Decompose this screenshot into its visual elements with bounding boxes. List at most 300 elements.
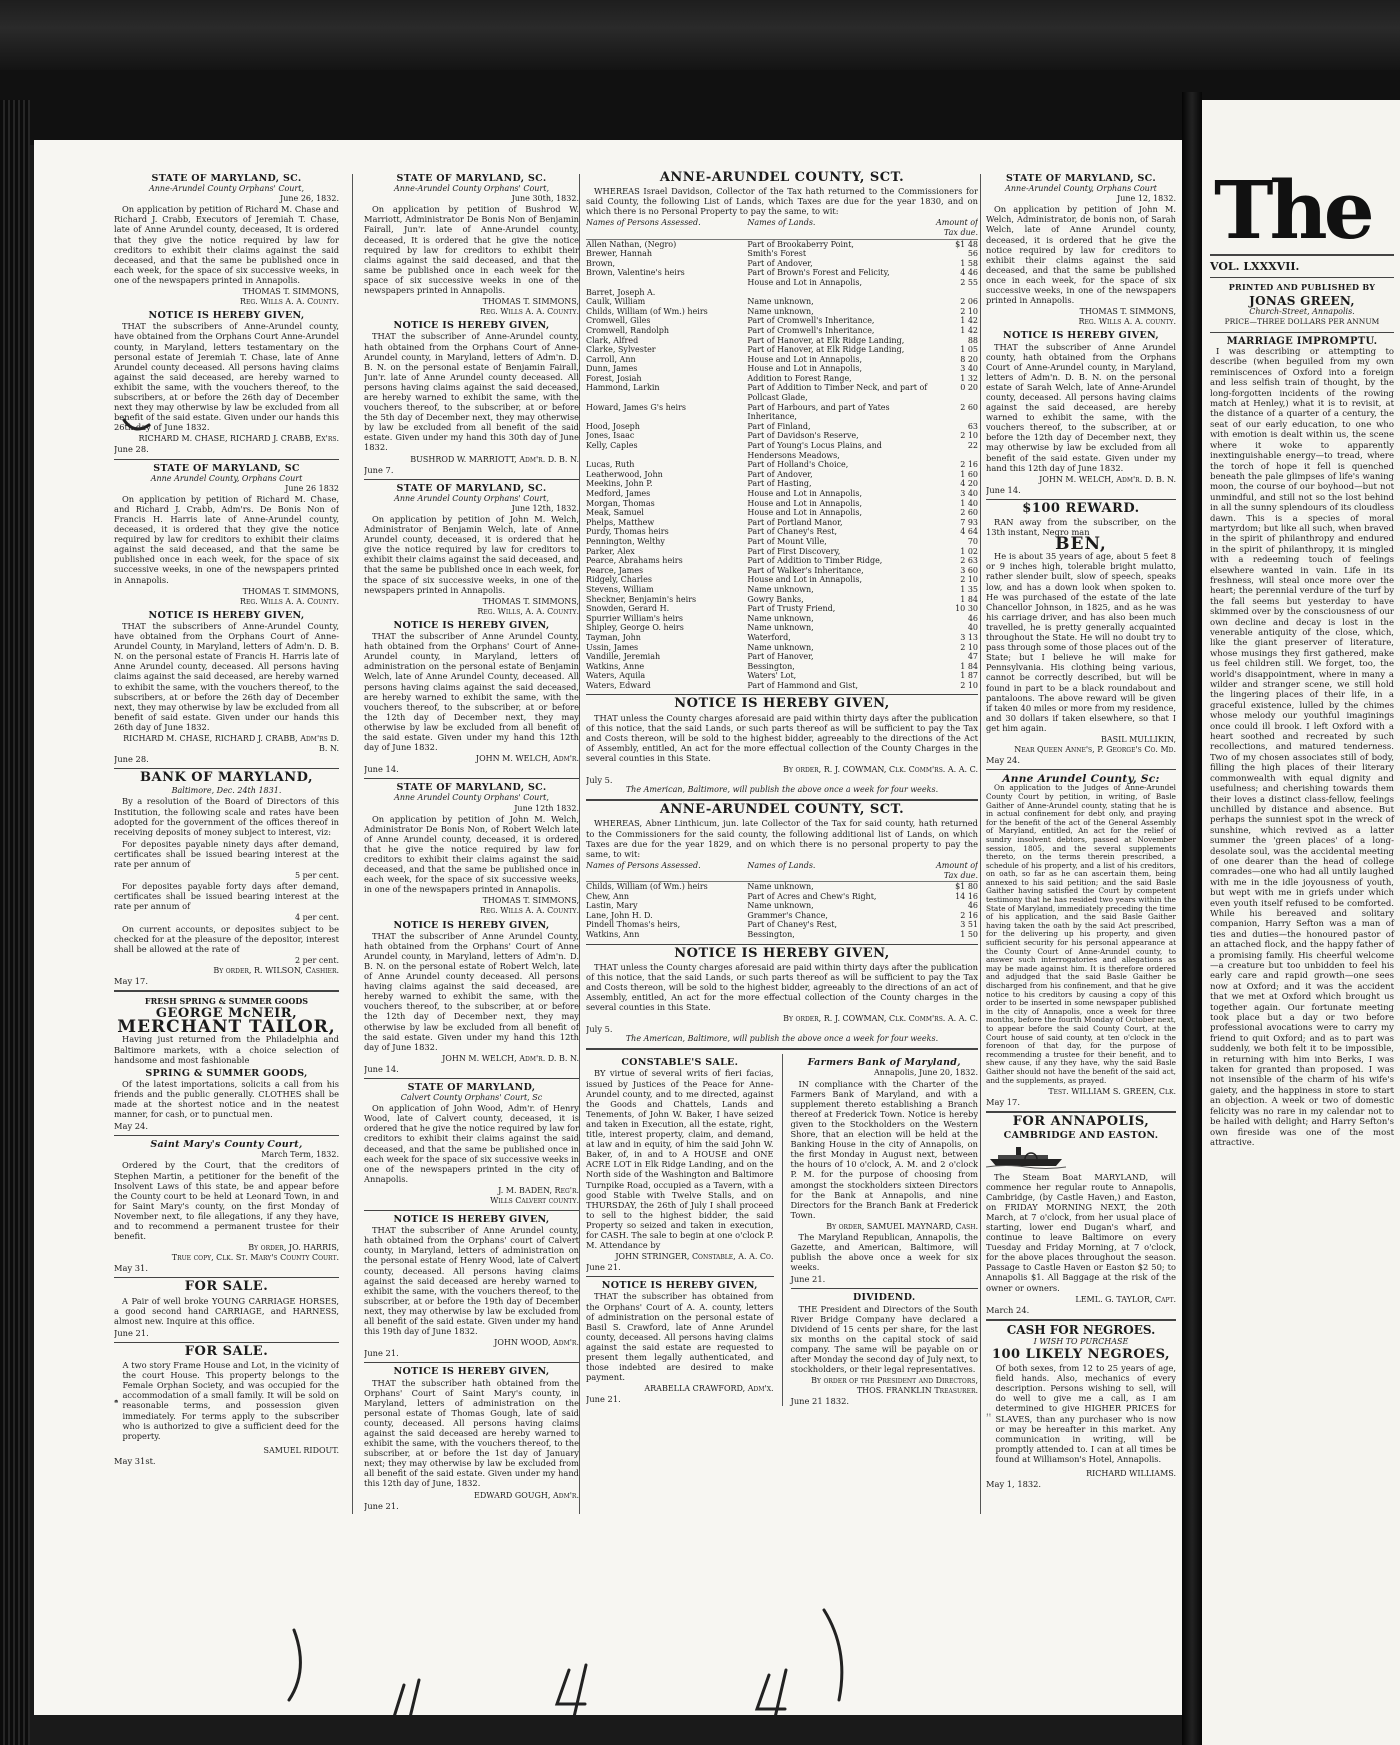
- assessed-name-cell: Waters, Aquila: [586, 671, 646, 681]
- tax-amount-cell: 2 60: [960, 508, 978, 518]
- assessed-name-cell: Jones, Isaac: [586, 431, 635, 441]
- tax-amount-cell: 1 42: [960, 316, 978, 326]
- tax-amount-cell: 3 60: [960, 565, 978, 575]
- divider: [114, 459, 339, 460]
- binding-edge: [0, 100, 30, 1745]
- land-name-cell: House and Lot in Annapolis,: [747, 277, 863, 287]
- signature: By order, R. J. COWMAN, Clk. Comm'rs. A. A. C.: [783, 1014, 978, 1024]
- tax-amount-cell: 8 20: [960, 354, 978, 364]
- tailor-body: Having just returned from the Philadelphia and Baltimore markets, with a choice selection of handsome and most fashionable: [114, 1034, 339, 1065]
- tax-amount-cell: 1 32: [960, 373, 978, 383]
- table-row: [586, 441, 978, 460]
- column-rule: [352, 174, 353, 1514]
- tax-amount-cell: 7 93: [960, 517, 978, 527]
- table-row: [586, 930, 978, 940]
- divider: [986, 499, 1176, 500]
- table-row: [586, 508, 978, 518]
- date-footer: June 21 1832.: [790, 1396, 850, 1407]
- divider: [1210, 332, 1394, 333]
- notice-body: THAT unless the County charges aforesaid are paid within thirty days after the publication of this notice, that the said Lands, or such parts thereof as will be sufficient to pay the Tax and Costs thereon, will be sold to the highest bidder, agreeably to the directions of an act of Assembly, entitled, An act for the more effectual collection of the County charges in the several counties in this State.: [586, 961, 978, 1012]
- heading: NOTICE IS HEREBY GIVEN,: [393, 619, 550, 631]
- signature: By order, JO. HARRIS,: [248, 1243, 339, 1253]
- court-line: Anne-Arundel County, Orphans Court: [1005, 184, 1157, 194]
- tax-amount-cell: 2 16: [960, 460, 978, 470]
- date-footer: June 14.: [364, 1063, 399, 1074]
- land-name-cell: House and Lot in Annapolis,: [747, 489, 863, 498]
- bank-rate: For deposites payable ninety days after demand, certificates shall be issued bearing interest at the rate per annum of: [114, 838, 339, 869]
- steamboat-icon: [986, 1145, 1066, 1169]
- land-name-cell: Part of Young's Locus Plains, and Hendersons Meadows,: [747, 441, 882, 460]
- assessed-name-cell: Snowden, Gerard H.: [586, 604, 670, 614]
- notice-body: THAT the subscriber of Anne Arundel County, hath obtained from the Orphans' Court of Anne-Arundel county, in Maryland, letters of administration on the personal estate of Benjamin Welch, late of Anne Arundel County, deceased. All persons having claims against the said deceased, are hereby warned to exhibit the same, with the vouchers thereof, to the subscriber, at or before the 12th day of December next, they may otherwise by law be excluded from all benefit of the said estate. Given under my hand this 12th day of June 1832.: [364, 631, 579, 753]
- signature: BUSHROD W. MARRIOTT, Adm'r. D. B. N.: [410, 454, 579, 464]
- land-name-cell: Part of Cromwell's Inheritance,: [747, 316, 875, 326]
- tax-amount-cell: 4 46: [960, 268, 978, 278]
- tax-amount-cell: 46: [967, 613, 978, 623]
- land-name-cell: Part of Chaney's Rest,: [747, 920, 838, 930]
- date-footer: June 14.: [364, 764, 399, 775]
- signature-title: Reg. Wills A. A. county.: [1078, 317, 1176, 327]
- table-row: [586, 355, 978, 365]
- tax-amount-cell: 1 02: [960, 546, 978, 556]
- tax-amount-cell: 2 60: [960, 402, 978, 412]
- notice-body: THAT the subscriber of Anne-Arundel county, hath obtained from the Orphans Court of Anne-Arundel county, in Maryland, letters of Adm'n. D. B. N. on the personal estate of Benjamin Fairall, Jun'r. late of Anne Arundel county deceased. All persons having claims against the said deceased, are hereby warned to exhibit the same, with the vouchers thereof, to the subscriber, at or before the 5th day of December next, they may otherwise by law be excluded from all benefit of the said estate. Given under my hand this 30th day of June 1832.: [364, 331, 579, 453]
- divider: [586, 1276, 774, 1277]
- date-footer: May 24.: [114, 1121, 148, 1132]
- signature: By order, SAMUEL MAYNARD, Cash.: [826, 1221, 978, 1231]
- assessed-name-cell: Vandille, Jeremiah: [586, 652, 661, 662]
- sale-heading: FOR SALE.: [184, 1279, 269, 1295]
- land-name-cell: Part of Hanover, at Elk Ridge Landing,: [747, 345, 905, 355]
- price-line: PRICE—THREE DOLLARS PER ANNUM: [1224, 317, 1380, 327]
- date-footer: June 28.: [114, 754, 149, 765]
- date-footer: May 17.: [986, 1097, 1020, 1108]
- land-name-cell: Part of Cromwell's Inheritance,: [747, 325, 875, 335]
- tax-amount-cell: 47: [967, 652, 978, 662]
- land-name-cell: Part of Finland,: [747, 421, 811, 431]
- assessed-name-cell: Brown,: [586, 258, 616, 268]
- table-row: [586, 643, 978, 653]
- date-footer: June 21.: [790, 1274, 826, 1285]
- date-footer: July 5.: [586, 1024, 613, 1035]
- assessed-name-cell: Pennington, Welthy: [586, 536, 665, 546]
- heading: NOTICE IS HEREBY GIVEN,: [1003, 330, 1159, 342]
- land-name-cell: House and Lot in Annapolis,: [747, 498, 863, 508]
- assessed-name-cell: Howard, James G's heirs: [586, 402, 686, 412]
- tax-amount-cell: 1 35: [960, 584, 978, 594]
- tax-table-body: [586, 240, 978, 691]
- table-row: [586, 671, 978, 681]
- assessed-name-cell: Leatherwood, John: [586, 469, 663, 479]
- assessed-name-cell: Kelly, Caples: [586, 441, 638, 451]
- column-2: [364, 170, 579, 1511]
- assessed-name-cell: Phelps, Matthew: [586, 517, 655, 527]
- tax-amount-cell: 2 16: [960, 910, 978, 920]
- heading: STATE OF MARYLAND, SC.: [1006, 173, 1156, 184]
- steam-subheading: CAMBRIDGE AND EASTON.: [1003, 1130, 1159, 1142]
- bottom-split: [586, 1054, 978, 1406]
- land-name-cell: Name unknown,: [747, 901, 814, 911]
- table-row: [586, 374, 978, 384]
- heading: STATE OF MARYLAND, SC.: [151, 173, 302, 184]
- tax-amount-cell: 2 63: [960, 556, 978, 566]
- sale-body: A Pair of well broke YOUNG CARRIAGE HORSES, a good second hand CARRIAGE, and HARNESS, almost new. Inquire at this office.: [114, 1295, 339, 1326]
- assessed-name-cell: Watkins, Ann: [586, 929, 640, 939]
- col-header: Amount of Tax due.: [935, 860, 978, 880]
- reward-lead: RAN away from the subscriber, on the 13th instant, Negro man: [986, 517, 1176, 538]
- date-line: June 12th, 1832.: [511, 503, 579, 513]
- signature: THOMAS T. SIMMONS,: [1079, 307, 1176, 317]
- table-row: [586, 537, 978, 547]
- heading: NOTICE IS HEREBY GIVEN,: [393, 320, 550, 332]
- reward-name: BEN,: [1055, 534, 1107, 555]
- assessed-name-cell: Stevens, William: [586, 584, 654, 594]
- divider: [986, 1319, 1176, 1321]
- adjacent-page: [1202, 100, 1400, 1745]
- date-footer: June 14.: [986, 484, 1021, 495]
- newspaper-page: [34, 140, 1182, 1715]
- table-row: [586, 345, 978, 355]
- table-row: [586, 403, 978, 422]
- signature: J. M. BADEN, Reg'r.: [498, 1185, 579, 1195]
- reprint-note: The Maryland Republican, Annapolis, the Gazette, and American, Baltimore, will publish the above once a week for six weeks.: [790, 1231, 978, 1273]
- assessed-name-cell: Morgan, Thomas: [586, 498, 655, 508]
- land-name-cell: Name unknown,: [747, 306, 814, 316]
- signature-title: Wills Calvert county.: [490, 1196, 579, 1205]
- table-row: [586, 499, 978, 509]
- land-name-cell: Part of Walker's Inheritance,: [747, 565, 864, 575]
- signature: JOHN M. WELCH, Adm'r. D. B. N.: [442, 1053, 579, 1063]
- bank-body: IN compliance with the Charter of the Farmers Bank of Maryland, and with a supplement thereto establishing a Branch thereof at Frederick Town. Notice is hereby given to the Stockholders on the Western Shore, that an election will be held at the Banking House in the city of Annapolis, on the first Monday in August next, between the hours of 10 o'clock, A. M. and 2 o'clock P. M. for the purpose of choosing from amongst the stockholders sixteen Directors for the Bank at Annapolis, and nine Directors for the Branch Bank at Frederick Town.: [790, 1078, 978, 1220]
- court-line: Anne Arundel County Orphans' Court,: [394, 793, 549, 803]
- land-name-cell: House and Lot in Annapolis,: [747, 575, 863, 585]
- date-footer: May 31st.: [114, 1455, 156, 1466]
- column-1: [114, 170, 339, 1466]
- assessed-name-cell: Meekins, John P.: [586, 479, 653, 489]
- land-name-cell: Part of Holland's Choice,: [747, 460, 849, 470]
- figures-cut: [986, 1363, 1176, 1466]
- tax-table-body: [586, 882, 978, 940]
- date-footer: May 1, 1832.: [986, 1479, 1042, 1490]
- assessed-name-cell: Cromwell, Giles: [586, 316, 651, 326]
- heading: STATE OF MARYLAND, SC.: [396, 482, 547, 494]
- signature-title: Reg. Wills A. A. County.: [239, 297, 339, 307]
- tax-amount-cell: 63: [967, 421, 978, 431]
- table-row: [586, 259, 978, 269]
- imprint: [1210, 282, 1394, 1148]
- assessed-name-cell: Caulk, William: [586, 297, 646, 307]
- land-name-cell: Part of Addition to Timber Ridge,: [747, 556, 883, 566]
- signature-title: True copy, Clk. St. Mary's County Court.: [171, 1253, 339, 1263]
- notice-body: THAT the subscriber has obtained from the Orphans' Court of A. A. county, letters of administration on the personal estate of Basil S. Crawford, late of Anne Arundel county, deceased. All persons having claims against the said estate are requested to present them legally authenticated, and those indebted are desired to make payment.: [586, 1291, 774, 1383]
- house-icon: [114, 1390, 118, 1412]
- notice-body: On application by petition of John M. Welch, Administrator De Bonis Non, of Robert Welch late of Anne Arundel county, deceased, it is ordered that he give the notice required by law for creditors to exhibit their claims against the said deceased, and that the same be published once in each week, for the space of six successive weeks, in one of the newspapers printed in Annapolis.: [364, 813, 579, 895]
- signature-title: Reg. Wills A. A. County.: [479, 906, 579, 916]
- tailor-body: Of the latest importations, solicits a call from his friends and the public generally. CLOTHES shall be made at the shortest notice and in the neatest manner, for cash, or to punctual men.: [114, 1078, 339, 1120]
- bottom-right: [791, 1054, 979, 1406]
- divider: [364, 1362, 579, 1363]
- assessed-name-cell: Ridgely, Charles: [586, 575, 652, 585]
- signature: LEML. G. TAYLOR, Capt.: [1075, 1294, 1176, 1304]
- land-name-cell: Part of First Discovery,: [747, 546, 841, 556]
- article-body: I was describing or attempting to describe (when beguiled from my own reminiscences of Oxford into a foreign and less selfish train of thought, by the long-forgotten incidents of the rowing match at Henley,) what it is to revisit, at the distance of a quarter of a century, the seat of our early education, to one who with emotion is dealt within us, the scene where it woke to apparently inextinguishable energy—to tread, where the torch of hope it fell is quenched beneath the pale glimpses of life's waning moon, the course of our boyhood—but not unmindful, and still not so the lost behind in all the sunny splendours of its cloudless dawn. This is a species of moral martyrdom; but like all such, when braved in the spirit of philanthropy and endured in the spirit of philanthropy, it is mingled with a redeeming touch of feelings elsewhere wanted in vain. Life in its freshness, will steal once more over the heart; the perennial verdure of the turf by the fall seems but yesterday to have skimmed over by the consciousness of our own decline and decay is lost in the venerable antiquity of the close, which, like the giant preserver of literature, whose musings they first gathered, make us feel children still. We forget, too, the world's disappointment, where in many a wilder and stranger scene, we still hold the lingering places of their life, in a graceful existence, lulled by the chimes whose melody our youthful imaginings once could ill brook. I left Oxford with a heart soothed and recreated by such recollections, and matured tenderness. Two of my chosen associates still of body, filling the high places of their literary commonwealth with equal dignity and usefulness; and cherishing towards them their loves a distinct class-fellow, feelings unchilled by distance and absence. But perhaps the sunniest spot in the wreck of sunshine, which revived as a latter summer the 'green places' of a long-desolate soul, was the accidental meeting of one dearer than the head of college comrades—one who had all untily laughed with me in the idle joyousness of youth, but wept with me in griefs under which even youth itself refused to be comforted. While his bereaved and solitary companion, Harry Sefton was a man of ties and duties—the honoured pastor of an attached flock, and the happy father of a promising family. His cheerful welcome—a creature but too unbidden to feel his early care and rapid growth—one sees now at Oxford; and it was the accident that we met at Oxford which brought us together again. Our fortunate meeting took place but a day or two before professional avocations were to carry my friend to quit Oxford; and as to part was suddenly, we both felt it to be impossible, in returning with him into Berks, I was taken for granted than proposed. I was not insensible of the charm of his wife's gaiety, and the happiness in store to start an objection. A week or two of domestic felicity was no rare in my calendar not to be hailed with delight; and Harry Sefton's own fireside was one of the most attractive.: [1210, 347, 1394, 1148]
- heading: NOTICE IS HEREBY GIVEN,: [601, 1280, 758, 1292]
- land-name-cell: Part of Andover,: [747, 258, 813, 268]
- signature-title: Reg. Wills A. A. County.: [239, 596, 339, 606]
- signature: SAMUEL RIDOUT.: [263, 1445, 339, 1455]
- assessed-name-cell: Purdy, Thomas heirs: [586, 527, 669, 537]
- tax-amount-cell: 2 10: [960, 306, 978, 316]
- notice-body: On application by petition of Richard M. Chase and Richard J. Crabb, Executors of Jeremiah T. Chase, late of Anne Arundel county, deceased, It is ordered that they give the notice required by law for creditors to exhibit their claims against the said deceased, and that the same be published once in each week, for the space of six successive weeks, in one of the newspapers printed in Annapolis.: [114, 204, 339, 285]
- land-name-cell: Part of Portland Manor,: [747, 517, 843, 527]
- scan-top-band: [0, 0, 1400, 70]
- heading: STATE OF MARYLAND,: [407, 1081, 536, 1093]
- tailor-goods: SPRING & SUMMER GOODS,: [145, 1067, 308, 1079]
- assessed-name-cell: Pindell Thomas's heirs,: [586, 920, 681, 930]
- table-row: [586, 336, 978, 346]
- tax-amount-cell: 1 40: [960, 498, 978, 508]
- publisher-name: JONAS GREEN,: [1249, 294, 1355, 309]
- sale-heading: FOR SALE.: [184, 1343, 269, 1359]
- land-name-cell: House and Lot in Annapolis,: [747, 364, 863, 374]
- table-row: [586, 249, 978, 259]
- table-row: [586, 431, 978, 441]
- heading: NOTICE IS HEREBY GIVEN,: [393, 1366, 550, 1378]
- land-name-cell: Name unknown,: [747, 584, 814, 594]
- land-name-cell: Part of Acres and Chew's Right,: [747, 891, 877, 901]
- table-row: [586, 326, 978, 336]
- bottom-left: [586, 1054, 774, 1406]
- land-name-cell: Name unknown,: [747, 297, 814, 307]
- table-row: [586, 460, 978, 470]
- date-footer: June 21.: [586, 1262, 621, 1273]
- notice-body: On application by petition of Bushrod W. Marriott, Administrator De Bonis Non of Benjamin Fairall, Jun'r. late of Anne-Arundel county, deceased, It is ordered that he give the notice required by law for creditors to exhibit their claims against the said deceased, and that the same be published once in each week for the space of six successive weeks in one of the newspapers printed in Annapolis.: [364, 204, 579, 296]
- tax-amount-cell: $1 80: [955, 881, 978, 891]
- notice-body: THAT unless the County charges aforesaid are paid within thirty days after the publication of this notice, that the said Lands, or such parts thereof as will be sufficient to pay the Tax and Costs thereon, will be sold to the highest bidder, agreeably to the directions of the Act of Assembly, entitled, An act for the more effectual collection of the County Charges in the several counties in this State.: [586, 712, 978, 763]
- notice-body: THAT the subscriber of Anne Arundel County, hath obtained from the Orphans' Court of Anne Arundel county, in Maryland, letters of Adm'n. D. B. N. on the personal estate of Robert Welch, late of Anne Arundel county deceased. All persons having claims against the said deceased, are hereby warned to exhibit the same, with the vouchers thereof, to the subscriber, at or before the 12th day of December next, they may otherwise by law be excluded from all benefit of the said estate. Given under my hand this 12th day of June 1832.: [364, 930, 579, 1052]
- tax-heading: ANNE-ARUNDEL COUNTY, SCT.: [659, 802, 905, 818]
- table-row: [586, 681, 978, 691]
- assessed-name-cell: Cromwell, Randolph: [586, 325, 670, 335]
- tax-amount-cell: 1 58: [960, 258, 978, 268]
- signature: Test. WILLIAM S. GREEN, Clk.: [1048, 1087, 1176, 1097]
- land-name-cell: Part of Hammond and Gist,: [747, 680, 859, 690]
- signature: THOMAS T. SIMMONS,: [482, 896, 579, 906]
- court-heading: Anne Arundel County, Sc:: [1002, 773, 1160, 786]
- tax-amount-cell: 1 50: [960, 929, 978, 939]
- bank-body: By a resolution of the Board of Directors of this Institution, the following scale and rates have been adopted for the government of the offices thereof in receiving deposits of money subject to interest, viz:: [114, 796, 339, 837]
- table-row: [586, 268, 978, 278]
- tax-intro: WHEREAS Israel Davidson, Collector of the Tax hath returned to the Commissioners for said County, the following List of Lands, which Taxes are due for the year 1830, and on which there is no Personal Property to pay the same, to wit:: [586, 186, 978, 217]
- date-footer: June 28.: [114, 444, 149, 455]
- table-row: [586, 652, 978, 662]
- table-row: [586, 920, 978, 930]
- signature: By order of the President and Directors, THOS. FRANKLIN Treasurer.: [811, 1376, 978, 1396]
- signature: RICHARD M. CHASE, RICHARD J. CRABB, Ex'rs.: [138, 434, 339, 444]
- date-footer: March 24.: [986, 1304, 1030, 1315]
- table-row: [586, 527, 978, 537]
- notice-body: THAT the subscriber hath obtained from the Orphans' Court of Saint Mary's county, in Maryland, letters of administration on the personal estate of Thomas Gough, late of said county, deceased. All persons having claims against the said deceased are hereby warned to exhibit the same, with the vouchers thereof, to the subscriber, at or before the 1st day of January next; they may otherwise by law be excluded from all benefit of the said estate. Given under my hand this 12th day of June, 1832.: [364, 1377, 579, 1489]
- column-4: [986, 170, 1176, 1489]
- col-header: Amount of Tax due.: [935, 218, 978, 238]
- column-3: [586, 170, 978, 1406]
- signature: ARABELLA CRAWFORD, Adm'x.: [644, 1384, 774, 1394]
- divider: [114, 768, 339, 769]
- assessed-name-cell: Barret, Joseph A.: [586, 287, 656, 297]
- land-name-cell: Addition to Forest Range,: [747, 373, 852, 383]
- tax-amount-cell: 3 13: [960, 632, 978, 642]
- court-line: Anne-Arundel County Orphans' Court,: [149, 184, 304, 194]
- heading: NOTICE IS HEREBY GIVEN,: [148, 609, 305, 621]
- date-line: June 12, 1832.: [1117, 194, 1176, 204]
- publisher-address: Church-Street, Annapolis.: [1249, 306, 1355, 316]
- house-cut: [114, 1360, 339, 1443]
- bank-heading: Farmers Bank of Maryland,: [807, 1057, 961, 1069]
- table-row: [586, 479, 978, 489]
- tax-amount-cell: 14 16: [955, 891, 978, 901]
- land-name-cell: Part of Hanover,: [747, 652, 814, 662]
- col-header: Names of Persons Assessed.: [586, 860, 701, 870]
- table-row: [586, 307, 978, 317]
- notice-body: THAT the subscribers of Anne-Arundel County, have obtained from the Orphans Court of Anne-Arundel County, in Maryland, letters of Adm'n. D. B. N. on the personal estate of Francis H. Harris late of Anne Arundel county, deceased. All persons having claims against the said deceased, are hereby warned to exhibit the same, with the vouchers thereof, to the subscribers, at or before the 26th day of December next, they may otherwise by law be excluded from all benefit of said estate. Given under our hands this 26th day of June 1832.: [114, 620, 339, 732]
- assessed-name-cell: Tayman, John: [586, 632, 641, 642]
- date-line: June 26 1832: [285, 483, 339, 493]
- notice-body: On application by petition of John M. Welch, Administrator of Benjamin Welch, late of Anne Arundel county, deceased, it is ordered that he give the notice required by law for creditors to exhibit their claims against the said deceased, and that the same be published once in each week, for the space of six successive weeks, in one of the newspapers printed in Annapolis.: [364, 514, 579, 595]
- divider: [364, 778, 579, 779]
- divider: [114, 990, 339, 992]
- reward-body: He is about 35 years of age, about 5 feet 8 or 9 inches high, tolerable bright mulatto, rather slender built, slow of speech, speaks low, and has a down look when spoken to. He was purchased of the estate of the late Chancellor Johnson, in 1825, and as he was his carriage driver, and has also been much travelled, he is pretty generally acquainted throughout the State. He will no doubt try to pass through some of those places out of the State; but I believe he will make for Pennsylvania. His clothing being various, cannot be correctly described, but will be found in part to be a black roundabout and pantaloons. The above reward will be given if taken 40 miles or more from my residence, and 30 dollars if taken elsewhere, so that I get him again.: [986, 551, 1176, 733]
- date-footer: June 21.: [364, 1348, 399, 1359]
- assessed-name-cell: Brown, Valentine's heirs: [586, 268, 685, 278]
- land-name-cell: Part of Brown's Forest and Felicity,: [747, 268, 890, 278]
- date-footer: July 5.: [586, 775, 613, 786]
- signature-title: Reg. Wills A. A. County.: [479, 307, 579, 317]
- table-row: [586, 892, 978, 902]
- table-row: [586, 911, 978, 921]
- table-row: [586, 633, 978, 643]
- court-line: Anne-Arundel County Orphans' Court,: [394, 184, 549, 194]
- tailor-kicker: FRESH SPRING & SUMMER GOODS: [144, 996, 309, 1007]
- divider: [364, 479, 579, 480]
- tax-amount-cell: 88: [967, 335, 978, 345]
- column-rule: [579, 174, 580, 1514]
- table-row: [586, 595, 978, 605]
- col-header: Names of Lands.: [747, 218, 816, 228]
- table-row: [586, 662, 978, 672]
- col-header: Names of Persons Assessed.: [586, 218, 701, 228]
- tax-amount-cell: 1 84: [960, 594, 978, 604]
- assessed-name-cell: Clarke, Sylvester: [586, 345, 656, 355]
- table-row: [586, 240, 978, 250]
- land-name-cell: Part of Mount Ville,: [747, 536, 827, 546]
- date-footer: June 21.: [114, 1327, 149, 1338]
- signature: BASIL MULLIKIN,: [1100, 734, 1176, 744]
- reprint-note: The American, Baltimore, will publish the above once a week for four weeks.: [625, 1034, 939, 1044]
- land-name-cell: Part of Brookaberry Point,: [747, 239, 854, 249]
- assessed-name-cell: Hood, Joseph: [586, 421, 640, 431]
- table-row: [586, 585, 978, 595]
- land-name-cell: Part of Davidson's Reserve,: [747, 431, 859, 441]
- assessed-name-cell: Childs, William (of Wm.) heirs: [586, 306, 708, 316]
- tax-amount-cell: 1 87: [960, 671, 978, 681]
- signature: By order, R. WILSON, Cashier.: [213, 965, 339, 975]
- table-row: [586, 470, 978, 480]
- bank-rate-value: 5 per cent.: [295, 871, 339, 881]
- assessed-name-cell: Lucas, Ruth: [586, 460, 635, 470]
- notice-heading: NOTICE IS HEREBY GIVEN,: [674, 696, 890, 712]
- signature-title: Reg. Wills, A. A. County.: [477, 606, 579, 616]
- notice-body: THAT the subscriber of Anne Arundel county, hath obtained from the Orphans' court of Calvert county, in Maryland, letters of administration on the personal estate of Henry Wood, late of Calvert county, deceased. All persons having claims against the said deceased are hereby warned to exhibit the same, with the vouchers thereof, to the subscriber, at or before the 19th day of December next, they may otherwise by law be excluded from all benefit of the said estate. Given under my hand this 19th day of June 1832.: [364, 1225, 579, 1337]
- tax-heading: ANNE-ARUNDEL COUNTY, SCT.: [659, 170, 905, 185]
- steam-heading: FOR ANNAPOLIS,: [1012, 1114, 1150, 1130]
- tax-table-header: [586, 218, 978, 239]
- land-name-cell: House and Lot in Annapolis,: [747, 354, 863, 364]
- tailor-name: GEORGE McNEIR,: [155, 1006, 298, 1022]
- divider: [586, 1048, 978, 1050]
- notice-heading: NOTICE IS HEREBY GIVEN,: [674, 945, 890, 961]
- table-row: [586, 901, 978, 911]
- tailor-trade: MERCHANT TAILOR,: [117, 1017, 336, 1038]
- negroes-subheading: I WISH TO PURCHASE: [1033, 1336, 1129, 1346]
- constable-heading: CONSTABLE'S SALE.: [621, 1057, 739, 1069]
- date-line: Baltimore, Dec. 24th 1831.: [171, 786, 282, 796]
- table-row: [586, 422, 978, 432]
- page-gutter: [1182, 92, 1202, 1745]
- land-name-cell: Grammer's Chance,: [747, 910, 828, 920]
- date-line: June 26, 1832.: [280, 194, 339, 204]
- negroes-big-line: 100 LIKELY NEGROES,: [991, 1347, 1171, 1362]
- table-row: [586, 547, 978, 557]
- divider: [114, 1135, 339, 1136]
- land-name-cell: Part of Hanover, at Elk Ridge Landing,: [747, 335, 905, 345]
- land-name-cell: Name unknown,: [747, 881, 814, 891]
- tax-amount-cell: 22: [967, 441, 978, 451]
- masthead: The: [1214, 163, 1371, 257]
- court-line: Calvert County Orphans' Court, Sc: [400, 1093, 543, 1103]
- assessed-name-cell: Allen Nathan, (Negro): [586, 239, 677, 249]
- land-name-cell: Name unknown,: [747, 642, 814, 652]
- table-row: [586, 604, 978, 614]
- date-line: Annapolis, June 20, 1832.: [873, 1068, 978, 1078]
- land-name-cell: Gowry Banks,: [747, 594, 804, 604]
- land-name-cell: Bessington,: [747, 929, 795, 939]
- tax-amount-cell: 1 42: [960, 325, 978, 335]
- figures-icon: [986, 1400, 991, 1430]
- article-title: MARRIAGE IMPROMPTU.: [1226, 335, 1378, 347]
- printed-by: PRINTED AND PUBLISHED BY: [1228, 282, 1376, 292]
- divider: [986, 769, 1176, 770]
- heading: NOTICE IS HEREBY GIVEN,: [393, 919, 550, 931]
- assessed-name-cell: Clark, Alfred: [586, 335, 639, 345]
- divider: [114, 1342, 339, 1343]
- land-name-cell: Waterford,: [747, 632, 791, 642]
- table-row: [586, 556, 978, 566]
- tax-amount-cell: 3 51: [960, 920, 978, 930]
- land-name-cell: Waters' Lot,: [747, 671, 797, 681]
- notice-body: On application of John Wood, Adm'r. of Henry Wood, late of Calvert county, deceased, it is ordered that he give the notice required by law for creditors to exhibit their claims against the said deceased, and that the same be published once in each week for the space of six successive weeks in one of the newspapers printed in the city of Annapolis.: [364, 1103, 579, 1184]
- col-header: Names of Lands.: [747, 860, 816, 870]
- notice-body: On application by petition of Richard M. Chase, and Richard J. Crabb, Adm'rs. De Bonis Non of Francis H. Harris late of Anne-Arundel county, deceased, it is ordered that they give the notice required by law for creditors to exhibit their claims against the said deceased, and that the same be published once in each week, for the space of six successive weeks, in one of the newspapers printed in Annapolis.: [114, 493, 339, 585]
- land-name-cell: Part of Chaney's Rest,: [747, 527, 838, 537]
- date-line: June 12th 1832.: [514, 803, 579, 813]
- tax-amount-cell: 2 10: [960, 575, 978, 585]
- reward-heading: $100 REWARD.: [1022, 500, 1140, 516]
- signature: JOHN WOOD, Adm'r.: [494, 1338, 579, 1348]
- signature: JOHN STRINGER, Constable, A. A. Co.: [615, 1252, 774, 1262]
- land-name-cell: Name unknown,: [747, 623, 814, 633]
- court-line: Anne Arundel County Orphans' Court,: [394, 493, 549, 503]
- assessed-name-cell: Sheckner, Benjamin's heirs: [586, 594, 697, 604]
